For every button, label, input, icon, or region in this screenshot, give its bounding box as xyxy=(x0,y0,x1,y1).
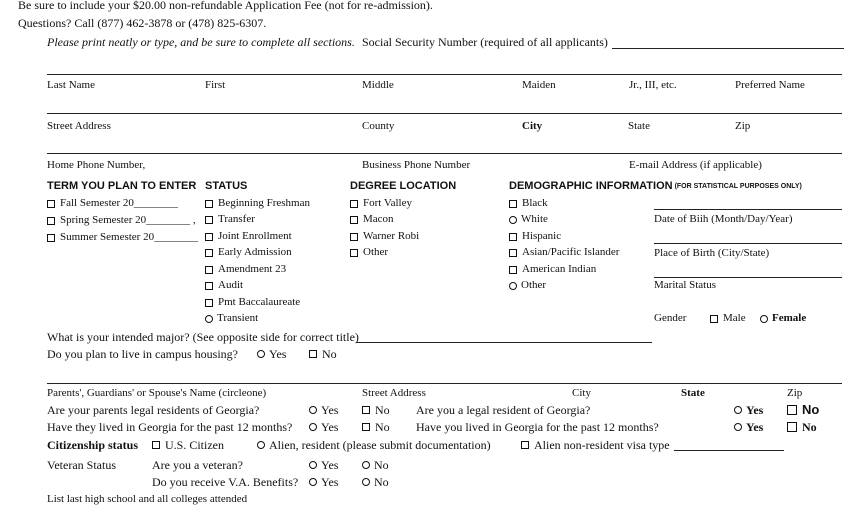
radio-icon[interactable] xyxy=(362,478,370,486)
citizenship-alien-resident[interactable]: Alien, resident (please submit documentation) xyxy=(257,439,491,451)
checkbox-icon[interactable] xyxy=(787,422,797,432)
radio-icon[interactable] xyxy=(309,478,317,486)
ssn-label: Social Security Number (required of all applicants) xyxy=(362,35,608,49)
parents-resident-yes[interactable]: Yes xyxy=(309,404,338,416)
demographic-heading: DEMOGRAPHIC INFORMATION (FOR STATISTICAL PURPOSES ONLY) xyxy=(509,180,802,192)
dob-label: Date of Biih (Month/Day/Year) xyxy=(654,213,793,225)
veteran-label: Veteran Status xyxy=(47,458,116,472)
radio-icon[interactable] xyxy=(734,406,742,414)
checkbox-icon[interactable] xyxy=(362,406,370,414)
demo-hispanic[interactable]: Hispanic xyxy=(509,231,561,242)
pob-line[interactable] xyxy=(654,243,842,244)
parents-zip-label: Zip xyxy=(787,387,803,399)
status-audit[interactable]: Audit xyxy=(205,280,243,291)
degree-warner-robins[interactable]: Warner Robi xyxy=(350,231,419,242)
checkbox-icon[interactable] xyxy=(350,249,358,257)
checkbox-icon[interactable] xyxy=(521,441,529,449)
checkbox-icon[interactable] xyxy=(205,282,213,290)
major-question: What is your intended major? (See opposite side for correct title) xyxy=(47,330,359,344)
parents-resident-no[interactable]: No xyxy=(362,404,390,416)
radio-icon[interactable] xyxy=(509,216,517,224)
dob-line[interactable] xyxy=(654,209,842,210)
status-transient[interactable]: Transient xyxy=(205,313,258,324)
address-line[interactable] xyxy=(47,113,842,114)
va-benefits-question: Do you receive V.A. Benefits? xyxy=(152,475,299,489)
citizenship-us[interactable]: U.S. Citizen xyxy=(152,439,224,451)
county-label: County xyxy=(362,120,395,132)
status-transfer[interactable]: Transfer xyxy=(205,214,255,225)
checkbox-icon[interactable] xyxy=(787,405,797,415)
marital-line[interactable] xyxy=(654,277,842,278)
visa-type-field[interactable] xyxy=(674,450,784,451)
major-field[interactable] xyxy=(356,342,652,343)
checkbox-icon[interactable] xyxy=(205,266,213,274)
citizenship-label: Citizenship status xyxy=(47,438,139,452)
status-beginning-freshman[interactable]: Beginning Freshman xyxy=(205,198,310,209)
status-amendment-23[interactable]: Amendment 23 xyxy=(205,264,286,275)
va-benefits-yes[interactable]: Yes xyxy=(309,476,338,488)
business-phone-label: Business Phone Number xyxy=(362,159,471,171)
checkbox-icon[interactable] xyxy=(152,441,160,449)
print-instruction: Please print neatly or type, and be sure to complete all sections. xyxy=(47,35,355,49)
checkbox-icon[interactable] xyxy=(509,249,517,257)
demo-other[interactable]: Other xyxy=(509,280,546,291)
va-benefits-no[interactable]: No xyxy=(362,476,389,488)
gender-label: Gender xyxy=(654,312,687,324)
middle-name-label: Middle xyxy=(362,79,394,91)
you-12months-no[interactable]: No xyxy=(787,421,817,433)
radio-icon[interactable] xyxy=(205,315,213,323)
gender-male[interactable]: Male xyxy=(710,313,746,324)
veteran-yes[interactable]: Yes xyxy=(309,459,338,471)
parents-12months-yes[interactable]: Yes xyxy=(309,421,338,433)
parents-street-label: Street Address xyxy=(362,387,426,399)
you-12months-yes[interactable]: Yes xyxy=(734,421,763,433)
degree-other[interactable]: Other xyxy=(350,247,388,258)
state-label: State xyxy=(628,120,650,132)
you-resident-question: Are you a legal resident of Georgia? xyxy=(416,403,591,417)
radio-icon[interactable] xyxy=(309,406,317,414)
degree-macon[interactable]: Macon xyxy=(350,214,394,225)
term-fall[interactable]: Fall Semester 20________ xyxy=(47,198,178,209)
checkbox-icon[interactable] xyxy=(710,315,718,323)
email-label: E-mail Address (if applicable) xyxy=(629,159,762,171)
parents-line[interactable] xyxy=(47,383,842,384)
status-post-baccalaureate[interactable]: Pmt Baccalaureate xyxy=(205,297,300,308)
veteran-question: Are you a veteran? xyxy=(152,458,243,472)
checkbox-icon[interactable] xyxy=(205,200,213,208)
name-line[interactable] xyxy=(47,74,842,75)
gender-female[interactable]: Female xyxy=(760,313,806,324)
parents-resident-question: Are your parents legal residents of Georgia? xyxy=(47,403,260,417)
citizenship-nonresident[interactable]: Alien non-resident visa type xyxy=(521,439,670,451)
checkbox-icon[interactable] xyxy=(350,216,358,224)
radio-icon[interactable] xyxy=(309,423,317,431)
housing-no[interactable]: No xyxy=(309,348,337,360)
checkbox-icon[interactable] xyxy=(309,350,317,358)
street-address-label: Street Address xyxy=(47,120,111,132)
parents-12months-question: Have they lived in Georgia for the past 12 months? xyxy=(47,420,293,434)
checkbox-icon[interactable] xyxy=(47,200,55,208)
checkbox-icon[interactable] xyxy=(47,234,55,242)
status-heading: STATUS xyxy=(205,180,248,192)
you-resident-no[interactable]: No xyxy=(787,403,819,416)
demo-black[interactable]: Black xyxy=(509,198,548,209)
parents-state-label: State xyxy=(681,387,705,399)
radio-icon[interactable] xyxy=(257,441,265,449)
housing-question: Do you plan to live in campus housing? xyxy=(47,347,238,361)
zip-label: Zip xyxy=(735,120,751,132)
checkbox-icon[interactable] xyxy=(350,200,358,208)
phone-line[interactable] xyxy=(47,153,842,154)
term-heading: TERM YOU PLAN TO ENTER xyxy=(47,180,197,192)
pob-label: Place of Birth (City/State) xyxy=(654,247,770,259)
checkbox-icon[interactable] xyxy=(205,216,213,224)
ssn-field[interactable] xyxy=(612,48,844,49)
checkbox-icon[interactable] xyxy=(509,200,517,208)
home-phone-label: Home Phone Number, xyxy=(47,159,146,171)
maiden-name-label: Maiden xyxy=(522,79,556,91)
housing-yes[interactable]: Yes xyxy=(257,348,286,360)
checkbox-icon[interactable] xyxy=(205,233,213,241)
degree-heading: DEGREE LOCATION xyxy=(350,180,457,192)
checkbox-icon[interactable] xyxy=(509,233,517,241)
suffix-label: Jr., III, etc. xyxy=(629,79,677,91)
status-early-admission[interactable]: Early Admission xyxy=(205,247,292,258)
questions-phone: Questions? Call (877) 462-3878 or (478) 825-6307. xyxy=(18,16,267,30)
veteran-no[interactable]: No xyxy=(362,459,389,471)
checkbox-icon[interactable] xyxy=(350,233,358,241)
term-summer[interactable]: Summer Semester 20________ xyxy=(47,232,198,243)
checkbox-icon[interactable] xyxy=(362,423,370,431)
parents-name-label: Parents', Guardians' or Spouse's Name (circleone) xyxy=(47,387,267,399)
demo-asian[interactable]: Asian/Pacific Islander xyxy=(509,247,619,258)
fee-instruction: Be sure to include your $20.00 non-refundable Application Fee (not for re-admission). xyxy=(18,0,433,12)
last-name-label: Last Name xyxy=(47,79,95,91)
marital-label: Marital Status xyxy=(654,279,717,291)
demo-american-indian[interactable]: American Indian xyxy=(509,264,596,275)
radio-icon[interactable] xyxy=(257,350,265,358)
term-spring[interactable]: Spring Semester 20________ , xyxy=(47,215,196,226)
checkbox-icon[interactable] xyxy=(509,266,517,274)
you-resident-yes[interactable]: Yes xyxy=(734,404,763,416)
parents-12months-no[interactable]: No xyxy=(362,421,390,433)
first-name-label: First xyxy=(205,79,226,91)
parents-city-label: City xyxy=(572,387,591,399)
radio-icon[interactable] xyxy=(734,423,742,431)
you-12months-question: Have you lived in Georgia for the past 12 months? xyxy=(416,420,659,434)
radio-icon[interactable] xyxy=(760,315,768,323)
radio-icon[interactable] xyxy=(509,282,517,290)
checkbox-icon[interactable] xyxy=(47,217,55,225)
degree-fort-valley[interactable]: Fort Valley xyxy=(350,198,412,209)
checkbox-icon[interactable] xyxy=(205,249,213,257)
city-label: City xyxy=(522,120,543,132)
preferred-name-label: Preferred Name xyxy=(735,79,805,91)
status-joint-enrollment[interactable]: Joint Enrollment xyxy=(205,231,292,242)
checkbox-icon[interactable] xyxy=(205,299,213,307)
radio-icon[interactable] xyxy=(309,461,317,469)
demo-white[interactable]: White xyxy=(509,214,548,225)
schools-label: List last high school and all colleges attended xyxy=(47,493,248,505)
radio-icon[interactable] xyxy=(362,461,370,469)
